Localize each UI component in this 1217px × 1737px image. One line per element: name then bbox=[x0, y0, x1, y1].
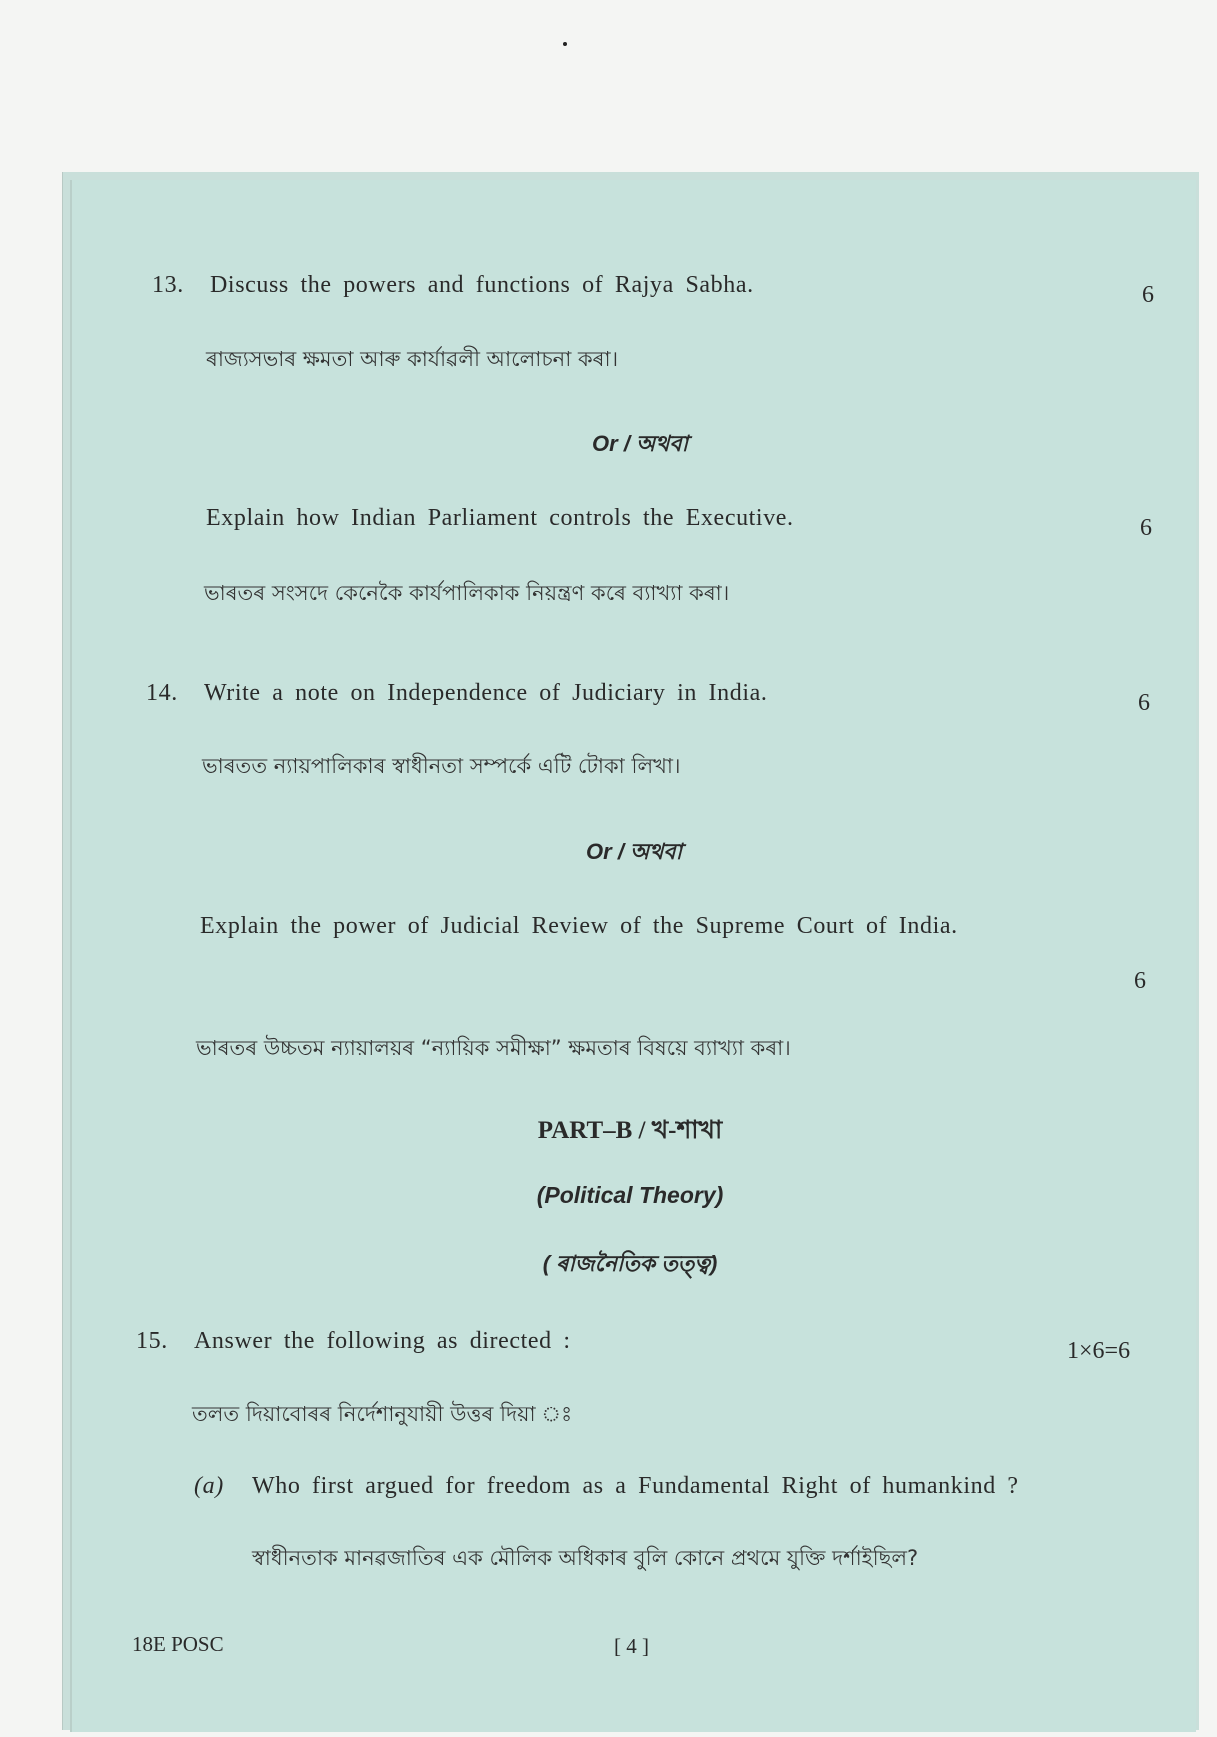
q15-number: 15. bbox=[136, 1328, 168, 1354]
q13-alt-marks: 6 bbox=[1140, 515, 1152, 541]
q14-or-divider: Or / অথবা bbox=[586, 839, 682, 864]
footer-paper-code: 18E POSC bbox=[132, 1632, 224, 1656]
q14-alt-text-bn: ভাৰতৰ উচ্চতম ন্যায়ালয়ৰ “ন্যায়িক সমীক্ষা” ক্ষমতাৰ বিষয়ে ব্যাখ্যা কৰা। bbox=[196, 1036, 791, 1060]
q13-or-divider: Or / অথবা bbox=[592, 431, 688, 456]
q13-alt-text: Explain how Indian Parliament controls the Executive. bbox=[206, 505, 794, 531]
q14-number: 14. bbox=[146, 680, 178, 706]
part-b-title: PART–B / খ-শাখা bbox=[537, 1117, 723, 1144]
q15-text: Answer the following as directed : bbox=[194, 1328, 571, 1354]
part-b-subtitle: (Political Theory) bbox=[536, 1182, 724, 1208]
part-b-subtitle-bn: ( ৰাজনৈতিক তত্ত্ব) bbox=[542, 1251, 718, 1276]
footer-page-number: [ 4 ] bbox=[614, 1634, 649, 1658]
q13-alt-text-bn: ভাৰতৰ সংসদে কেনেকৈ কাৰ্যপালিকাক নিয়ন্ত্ৰণ কৰে ব্যাখ্যা কৰা। bbox=[204, 581, 730, 605]
q14-marks: 6 bbox=[1138, 690, 1150, 716]
q13-text: Discuss the powers and functions of Rajya Sabha. bbox=[210, 272, 754, 298]
q13-text-bn: ৰাজ্যসভাৰ ক্ষমতা আৰু কাৰ্যাৱলী আলোচনা কৰা। bbox=[206, 347, 619, 371]
speck-dot bbox=[563, 42, 567, 46]
q13-marks: 6 bbox=[1142, 282, 1154, 308]
q14-text-bn: ভাৰতত ন্যায়পালিকাৰ স্বাধীনতা সম্পৰ্কে এটি টোকা লিখা। bbox=[202, 754, 681, 778]
q15a-text-bn: স্বাধীনতাক মানৱজাতিৰ এক মৌলিক অধিকাৰ বুলি কোনে প্ৰথমে যুক্তি দৰ্শাইছিল? bbox=[252, 1546, 919, 1570]
question-paper-page bbox=[72, 180, 1196, 1732]
q14-alt-marks: 6 bbox=[1134, 968, 1146, 994]
q14-text: Write a note on Independence of Judiciary in India. bbox=[204, 680, 768, 706]
q13-number: 13. bbox=[152, 272, 184, 298]
q15-text-bn: তলত দিয়াবোৰৰ নিৰ্দেশানুযায়ী উত্তৰ দিয়া ঃ bbox=[192, 1402, 573, 1426]
q15-marks: 1×6=6 bbox=[1067, 1338, 1131, 1364]
q14-alt-text: Explain the power of Judicial Review of the Supreme Court of India. bbox=[200, 913, 958, 939]
q15a-text: Who first argued for freedom as a Fundamental Right of humankind ? bbox=[252, 1473, 1019, 1499]
q15a-label: (a) bbox=[194, 1473, 224, 1499]
